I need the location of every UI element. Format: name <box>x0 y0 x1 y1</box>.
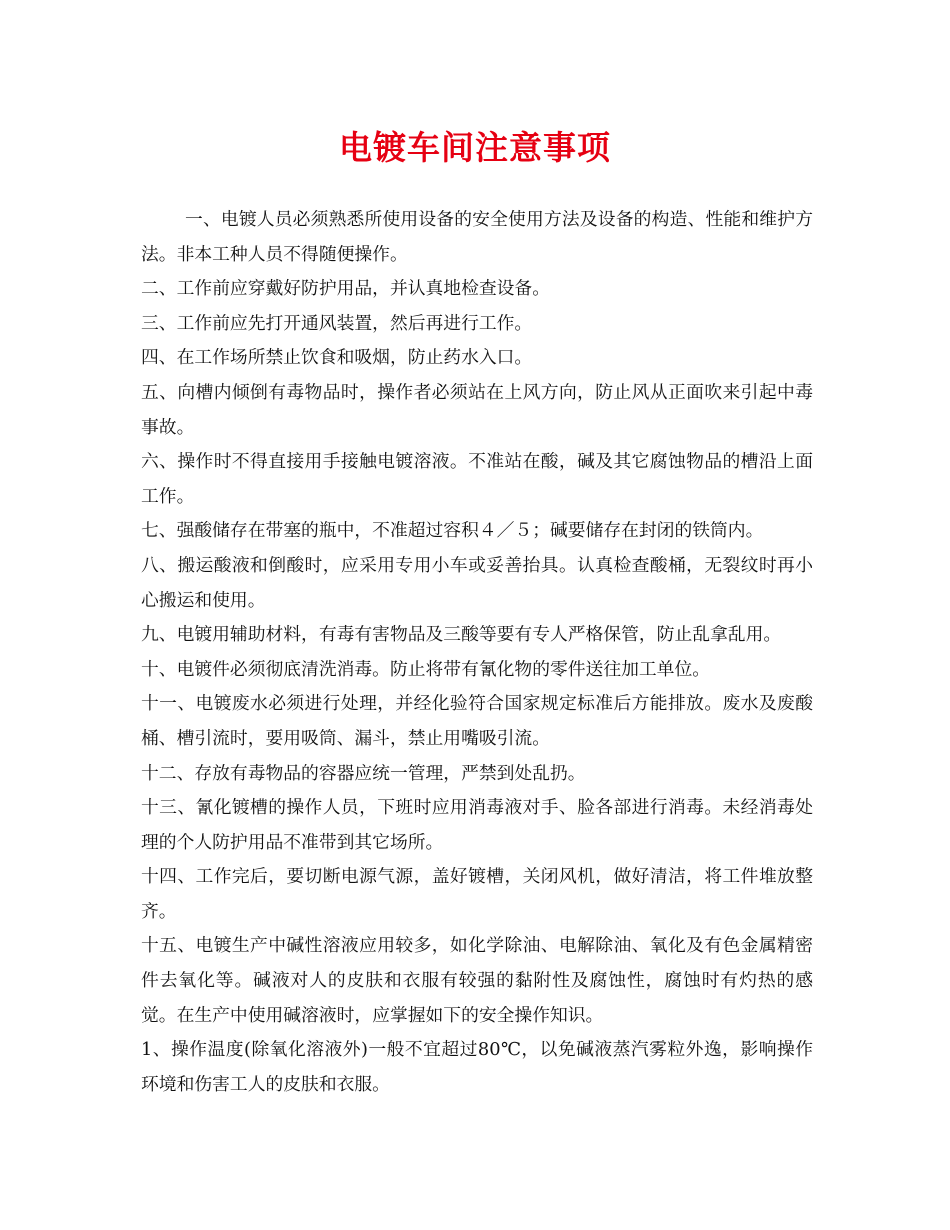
paragraph-9: 九、电镀用辅助材料，有毒有害物品及三酸等要有专人严格保管，防止乱拿乱用。 <box>141 624 782 646</box>
paragraph-6: 六、操作时不得直接用手接触电镀溶液。不准站在酸，碱及其它腐蚀物品的槽沿上面工作。 <box>141 451 813 507</box>
paragraph-11: 十一、电镀废水必须进行处理，并经化验符合国家规定标准后方能排放。废水及废酸桶、槽引流时，要用吸筒、漏斗，禁止用嘴吸引流。 <box>141 693 813 749</box>
document-title: 电镀车间注意事项 <box>339 128 611 167</box>
paragraph-14: 十四、工作完后，要切断电源气源，盖好镀槽，关闭风机，做好清洁，将工件堆放整齐。 <box>141 866 813 922</box>
paragraph-4: 四、在工作场所禁止饮食和吸烟，防止药水入口。 <box>141 347 533 369</box>
paragraph-1: 一、电镀人员必须熟悉所使用设备的安全使用方法及设备的构造、性能和维护方法。非本工种人员不得随便操作。 <box>141 209 813 265</box>
paragraph-16: 1、操作温度(除氧化溶液外)一般不宜超过80℃，以免碱液蒸汽雾粒外逸，影响操作环境和伤害工人的皮肤和衣服。 <box>141 1039 813 1095</box>
paragraph-3: 三、工作前应先打开通风装置，然后再进行工作。 <box>141 312 533 334</box>
paragraph-12: 十二、存放有毒物品的容器应统一管理，严禁到处乱扔。 <box>141 762 586 784</box>
paragraph-5: 五、向槽内倾倒有毒物品时，操作者必须站在上风方向，防止风从正面吹来引起中毒事故。 <box>141 381 813 438</box>
paragraph-10: 十、电镀件必须彻底清洗消毒。防止将带有氰化物的零件送往加工单位。 <box>141 658 711 680</box>
paragraph-15: 十五、电镀生产中碱性溶液应用较多，如化学除油、电解除油、氧化及有色金属精密件去氧化等。碱液对人的皮肤和衣服有较强的黏附性及腐蚀性，腐蚀时有灼热的感觉。在生产中使用碱溶液时，应掌握如下的安全操作知识。 <box>141 935 813 1026</box>
document-body <box>141 203 813 1102</box>
paragraph-7: 七、强酸储存在带塞的瓶中，不准超过容积４／５；碱要储存在封闭的铁筒内。 <box>141 520 764 542</box>
paragraph-2: 二、工作前应穿戴好防护用品，并认真地检查设备。 <box>141 278 550 300</box>
paragraph-13: 十三、氰化镀槽的操作人员，下班时应用消毒液对手、脸各部进行消毒。未经消毒处理的个人防护用品不准带到其它场所。 <box>141 797 813 853</box>
paragraph-8: 八、搬运酸液和倒酸时，应采用专用小车或妥善抬具。认真检查酸桶，无裂纹时再小心搬运和使用。 <box>141 554 813 611</box>
